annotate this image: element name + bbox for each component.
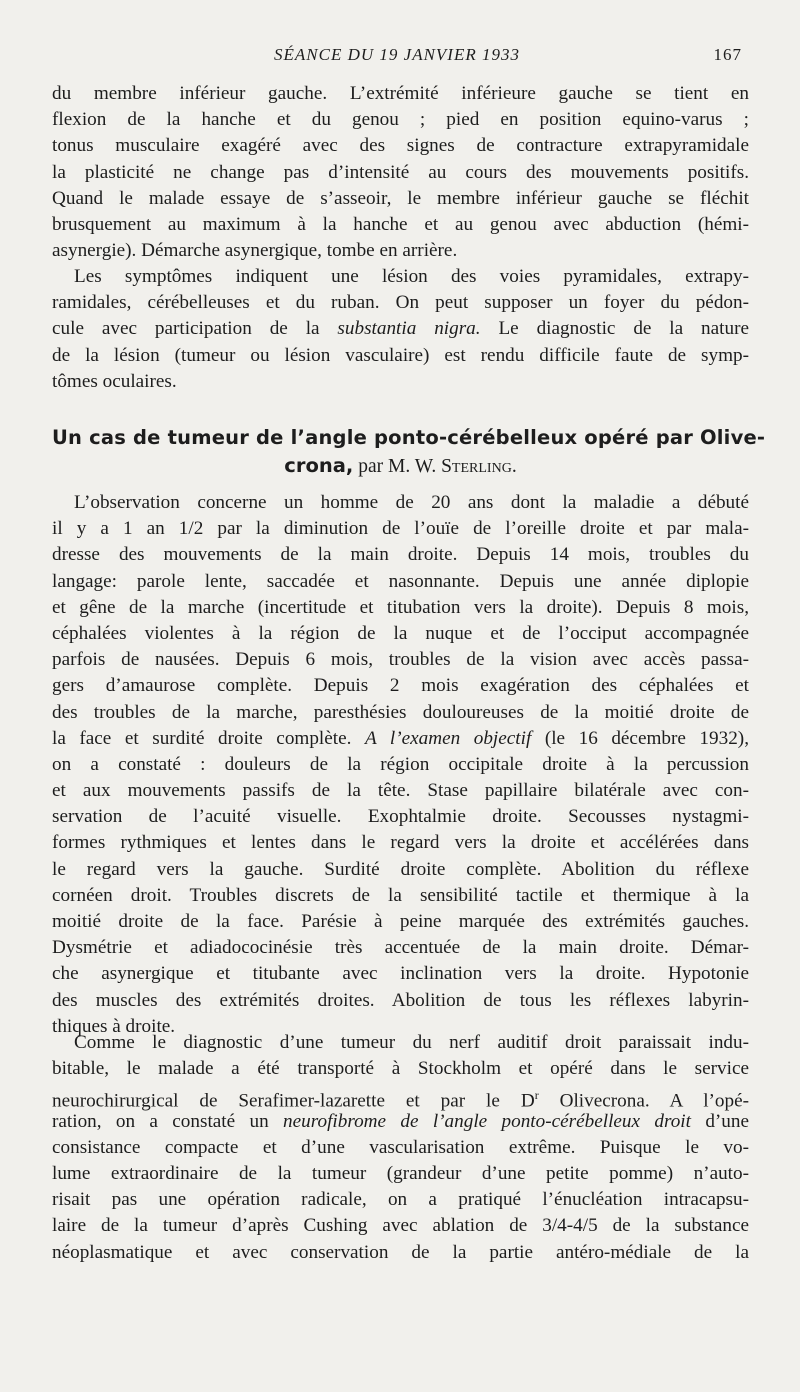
text-line: langage: parole lente, saccadée et nasonnante. Depuis une année diplopie	[52, 570, 749, 592]
page-number: 167	[713, 45, 742, 64]
heading-line: Un cas de tumeur de l’angle ponto-cérébelleux opéré par Olive-	[52, 426, 766, 449]
text-line: la plasticité ne change pas d’intensité au cours des mouvements positifs.	[52, 161, 749, 183]
running-header	[52, 45, 742, 73]
text-line: ramidales, cérébelleuses et du ruban. On peut supposer un foyer du pédon-	[52, 292, 749, 314]
section-heading	[52, 424, 766, 481]
emphasis: A l’examen objectif	[364, 727, 532, 749]
text-line: Les symptômes indiquent une lésion des voies pyramidales, extrapy-	[74, 266, 749, 287]
text-line: servation de l’acuité visuelle. Exophtalmie droite. Secousses nystagmi-	[52, 806, 749, 828]
paragraph-observation	[52, 490, 749, 1040]
text-line: néoplasmatique et avec conservation de la partie antéro-médiale de la	[52, 1241, 749, 1263]
emphasis: neurofibrome de l’angle ponto-cérébelleux droit	[283, 1110, 691, 1132]
running-title: SÉANCE DU 19 JANVIER 1933	[274, 45, 520, 64]
superscript: r	[534, 1088, 539, 1103]
paragraph-conclusion	[52, 264, 749, 395]
text-line: bitable, le malade a été transporté à Stockholm et opéré dans le service	[52, 1058, 749, 1080]
text-line: neurochirurgical de Serafimer-lazarette et par le $D^r$ Olivecrona. A l’opé-	[52, 1088, 750, 1112]
text-line: formes rythmiques et lentes dans le regard vers la droite et accélérées dans	[52, 832, 749, 854]
text-line: consistance compacte et d’une vascularisation extrême. Puisque le vo-	[52, 1136, 749, 1158]
text-line: tômes oculaires.	[52, 370, 177, 392]
text-line: de la lésion (tumeur ou lésion vasculaire) est rendu difficile faute de symp-	[52, 344, 749, 366]
text-line: cornéen droit. Troubles discrets de la sensibilité tactile et thermique à la	[52, 884, 749, 906]
text-line: laire de la tumeur d’après Cushing avec ablation de 3/4-4/5 de la substance	[52, 1215, 749, 1237]
text-line: gers d’amaurose complète. Depuis 2 mois exagération des céphalées et	[52, 675, 749, 697]
text-line: des troubles de la marche, paresthésies douloureuses de la moitié droite de	[52, 701, 749, 723]
text-line: il y a 1 an 1/2 par la diminution de l’ouïe de l’oreille droite et par mala-	[52, 518, 749, 540]
text-line: Dysmétrie et adiadococinésie très accentuée de la main droite. Démar-	[52, 937, 749, 959]
heading-line: crona, par M. W. Sterling.	[284, 454, 517, 477]
text-line: Quand le malade essaye de s’asseoir, le membre inférieur gauche se fléchit	[52, 187, 749, 209]
text-line: risait pas une opération radicale, on a pratiqué l’énucléation intracapsu-	[52, 1189, 749, 1211]
text-line: cule avec participation de la substantia nigra. Le diagnostic de la nature	[52, 318, 749, 340]
text-line: la face et surdité droite complète. A l’examen objectif (le 16 décembre 1932),	[52, 727, 749, 749]
text-line: tonus musculaire exagéré avec des signes de contracture extrapyramidale	[52, 135, 749, 157]
text-line: asynergie). Démarche asynergique, tombe en arrière.	[52, 240, 458, 262]
text-line: thiques à droite.	[52, 1015, 176, 1037]
text-line: et aux mouvements passifs de la tête. Stase papillaire bilatérale avec con-	[52, 780, 749, 802]
paragraph-operation	[52, 1030, 749, 1266]
text-line: et gêne de la marche (incertitude et titubation vers la droite). Depuis 8 mois,	[52, 596, 749, 618]
text-line: moitié droite de la face. Parésie à peine marquée des extrémités gauches.	[52, 911, 749, 932]
text-line: L’observation concerne un homme de 20 ans dont la maladie a débuté	[74, 492, 749, 513]
author-name: Sterling	[441, 456, 512, 477]
text-line: on a constaté : douleurs de la région occipitale droite à la percussion	[52, 753, 749, 775]
text-line: céphalées violentes à la région de la nuque et de l’occiput accompagnée	[52, 622, 749, 644]
text-line: parfois de nausées. Depuis 6 mois, troubles de la vision avec accès passa-	[52, 649, 749, 671]
text-line: Comme le diagnostic d’une tumeur du nerf auditif droit paraissait indu-	[74, 1032, 749, 1053]
text-line: le regard vers la gauche. Surdité droite complète. Abolition du réflexe	[52, 858, 749, 880]
text-line: des muscles des extrémités droites. Abolition de tous les réflexes labyrin-	[52, 989, 749, 1011]
text-line: lume extraordinaire de la tumeur (grandeur d’une petite pomme) n’auto-	[52, 1162, 749, 1184]
text-line: che asynergique et titubante avec inclination vers la droite. Hypotonie	[52, 963, 749, 985]
latin-term: substantia nigra.	[337, 318, 481, 340]
text-line: dresse des mouvements de la main droite. Depuis 14 mois, troubles du	[52, 544, 749, 566]
text-line: du membre inférieur gauche. L’extrémité inférieure gauche se tient en	[52, 83, 749, 104]
text-line: ration, on a constaté un neurofibrome de l’angle ponto-cérébelleux droit d’une	[52, 1110, 750, 1132]
paragraph-case-continuation	[52, 81, 749, 264]
text-line: flexion de la hanche et du genou ; pied en position equino-varus ;	[52, 109, 749, 131]
text-line: brusquement au maximum à la hanche et au genou avec abduction (hémi-	[52, 213, 749, 235]
